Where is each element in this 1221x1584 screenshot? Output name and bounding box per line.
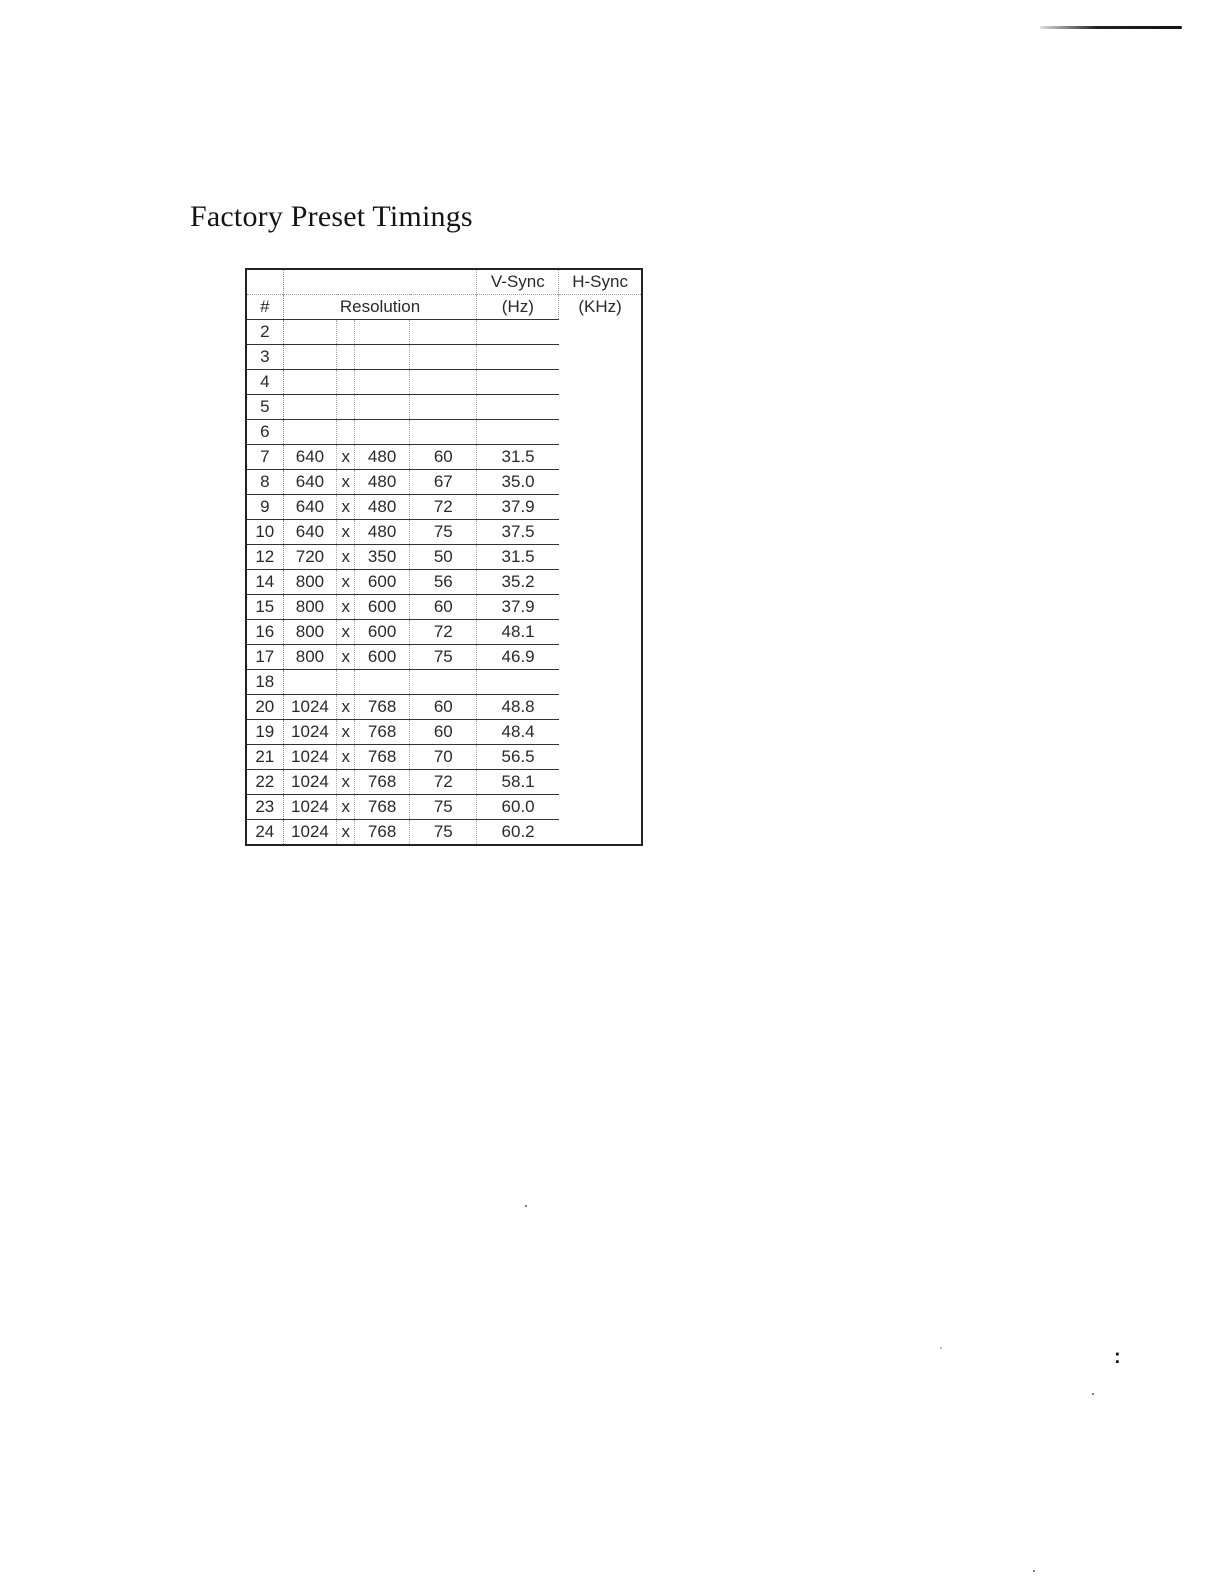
cell-number: 4 [246,370,283,395]
cell-hsync [477,395,559,420]
cell-times [337,395,355,420]
scan-artifact-line [1040,26,1182,29]
table-row [246,695,642,720]
cell-height [355,370,410,395]
header-row-bottom [246,295,642,320]
cell-hsync: 60.2 [477,820,559,846]
table-row [246,770,642,795]
cell-width: 640 [283,445,337,470]
cell-vsync: 75 [410,795,477,820]
cell-times: x [337,820,355,846]
cell-width: 1024 [283,695,337,720]
cell-height: 768 [355,720,410,745]
cell-hsync: 48.8 [477,695,559,720]
table-row [246,320,642,345]
cell-vsync: 75 [410,645,477,670]
cell-height: 480 [355,445,410,470]
cell-number: 3 [246,345,283,370]
cell-width [283,370,337,395]
cell-vsync [410,420,477,445]
cell-hsync: 37.5 [477,520,559,545]
cell-vsync [410,670,477,695]
cell-width: 800 [283,620,337,645]
cell-vsync: 50 [410,545,477,570]
timing-table [245,268,643,846]
cell-number: 15 [246,595,283,620]
cell-width: 800 [283,570,337,595]
cell-vsync: 75 [410,820,477,846]
cell-width [283,320,337,345]
cell-vsync: 56 [410,570,477,595]
cell-times: x [337,770,355,795]
cell-width: 1024 [283,745,337,770]
cell-width: 640 [283,470,337,495]
cell-times: x [337,570,355,595]
cell-height: 480 [355,495,410,520]
cell-times [337,670,355,695]
cell-number: 23 [246,795,283,820]
cell-width: 640 [283,520,337,545]
cell-number: 24 [246,820,283,846]
table-row [246,570,642,595]
table-row [246,745,642,770]
cell-height [355,320,410,345]
cell-times: x [337,620,355,645]
cell-height [355,420,410,445]
cell-height [355,395,410,420]
cell-height: 768 [355,770,410,795]
cell-hsync: 48.1 [477,620,559,645]
cell-vsync [410,395,477,420]
cell-width: 1024 [283,770,337,795]
cell-times: x [337,495,355,520]
table-row [246,420,642,445]
cell-number: 12 [246,545,283,570]
cell-times: x [337,745,355,770]
cell-hsync: 48.4 [477,720,559,745]
cell-times: x [337,595,355,620]
cell-hsync: 37.9 [477,495,559,520]
cell-width [283,420,337,445]
cell-vsync: 75 [410,520,477,545]
header-number-spacer [246,269,283,295]
cell-width: 1024 [283,795,337,820]
cell-hsync: 56.5 [477,745,559,770]
cell-height: 768 [355,745,410,770]
cell-vsync: 67 [410,470,477,495]
table-body [246,320,642,846]
cell-number: 7 [246,445,283,470]
cell-vsync [410,345,477,370]
cell-width: 640 [283,495,337,520]
header-resolution: Resolution [283,295,477,320]
table-row [246,645,642,670]
cell-hsync: 60.0 [477,795,559,820]
cell-height: 768 [355,820,410,846]
cell-height [355,670,410,695]
cell-height: 768 [355,795,410,820]
header-hsync-unit: (KHz) [559,295,642,320]
cell-times: x [337,695,355,720]
cell-width: 800 [283,595,337,620]
cell-times [337,320,355,345]
cell-number: 18 [246,670,283,695]
stray-speck [1092,1393,1094,1395]
cell-width: 720 [283,545,337,570]
cell-hsync [477,320,559,345]
table-row [246,445,642,470]
cell-height: 600 [355,595,410,620]
cell-times: x [337,445,355,470]
cell-width: 800 [283,645,337,670]
cell-hsync: 37.9 [477,595,559,620]
cell-vsync: 60 [410,595,477,620]
stray-speck [525,1205,527,1207]
cell-width [283,345,337,370]
cell-hsync [477,420,559,445]
cell-number: 2 [246,320,283,345]
cell-times: x [337,720,355,745]
stray-speck [1033,1570,1035,1572]
table-row [246,520,642,545]
header-number: # [246,295,283,320]
cell-times: x [337,795,355,820]
cell-hsync: 31.5 [477,445,559,470]
table-row [246,820,642,846]
cell-number: 22 [246,770,283,795]
cell-times: x [337,470,355,495]
margin-mark: : [1114,1346,1121,1368]
cell-number: 8 [246,470,283,495]
cell-hsync: 35.0 [477,470,559,495]
cell-number: 20 [246,695,283,720]
header-hsync: H-Sync [572,272,628,291]
cell-vsync: 60 [410,695,477,720]
cell-vsync: 72 [410,495,477,520]
cell-hsync [477,345,559,370]
cell-width [283,670,337,695]
cell-times [337,345,355,370]
table-row [246,470,642,495]
cell-number: 10 [246,520,283,545]
table-header [246,269,642,320]
header-row-top [246,269,642,295]
cell-height: 350 [355,545,410,570]
cell-number: 19 [246,720,283,745]
table-row [246,495,642,520]
table-row [246,670,642,695]
cell-number: 9 [246,495,283,520]
cell-hsync: 46.9 [477,645,559,670]
cell-width: 1024 [283,720,337,745]
cell-vsync: 72 [410,620,477,645]
cell-height: 600 [355,620,410,645]
cell-times [337,370,355,395]
cell-height: 480 [355,520,410,545]
cell-vsync: 70 [410,745,477,770]
table-row [246,545,642,570]
cell-height: 600 [355,645,410,670]
cell-vsync: 60 [410,445,477,470]
table-row [246,720,642,745]
cell-height: 768 [355,695,410,720]
cell-number: 21 [246,745,283,770]
cell-vsync [410,370,477,395]
cell-number: 5 [246,395,283,420]
cell-height [355,345,410,370]
stray-speck [940,1347,942,1349]
table-row [246,345,642,370]
table-row [246,595,642,620]
header-vsync: V-Sync [477,269,559,295]
cell-vsync: 60 [410,720,477,745]
cell-number: 17 [246,645,283,670]
cell-height: 600 [355,570,410,595]
cell-width [283,395,337,420]
cell-times: x [337,520,355,545]
header-resolution-spacer [283,269,477,295]
cell-height: 480 [355,470,410,495]
table-row [246,620,642,645]
table-row [246,370,642,395]
table-row [246,395,642,420]
cell-number: 14 [246,570,283,595]
cell-times: x [337,645,355,670]
header-vsync-unit: (Hz) [477,295,559,320]
cell-vsync [410,320,477,345]
cell-hsync [477,670,559,695]
cell-number: 6 [246,420,283,445]
cell-width: 1024 [283,820,337,846]
cell-number: 16 [246,620,283,645]
page-title: Factory Preset Timings [190,200,473,233]
cell-hsync: 31.5 [477,545,559,570]
cell-vsync: 72 [410,770,477,795]
table-row [246,795,642,820]
cell-hsync: 35.2 [477,570,559,595]
cell-times [337,420,355,445]
cell-hsync [477,370,559,395]
cell-hsync: 58.1 [477,770,559,795]
cell-times: x [337,545,355,570]
